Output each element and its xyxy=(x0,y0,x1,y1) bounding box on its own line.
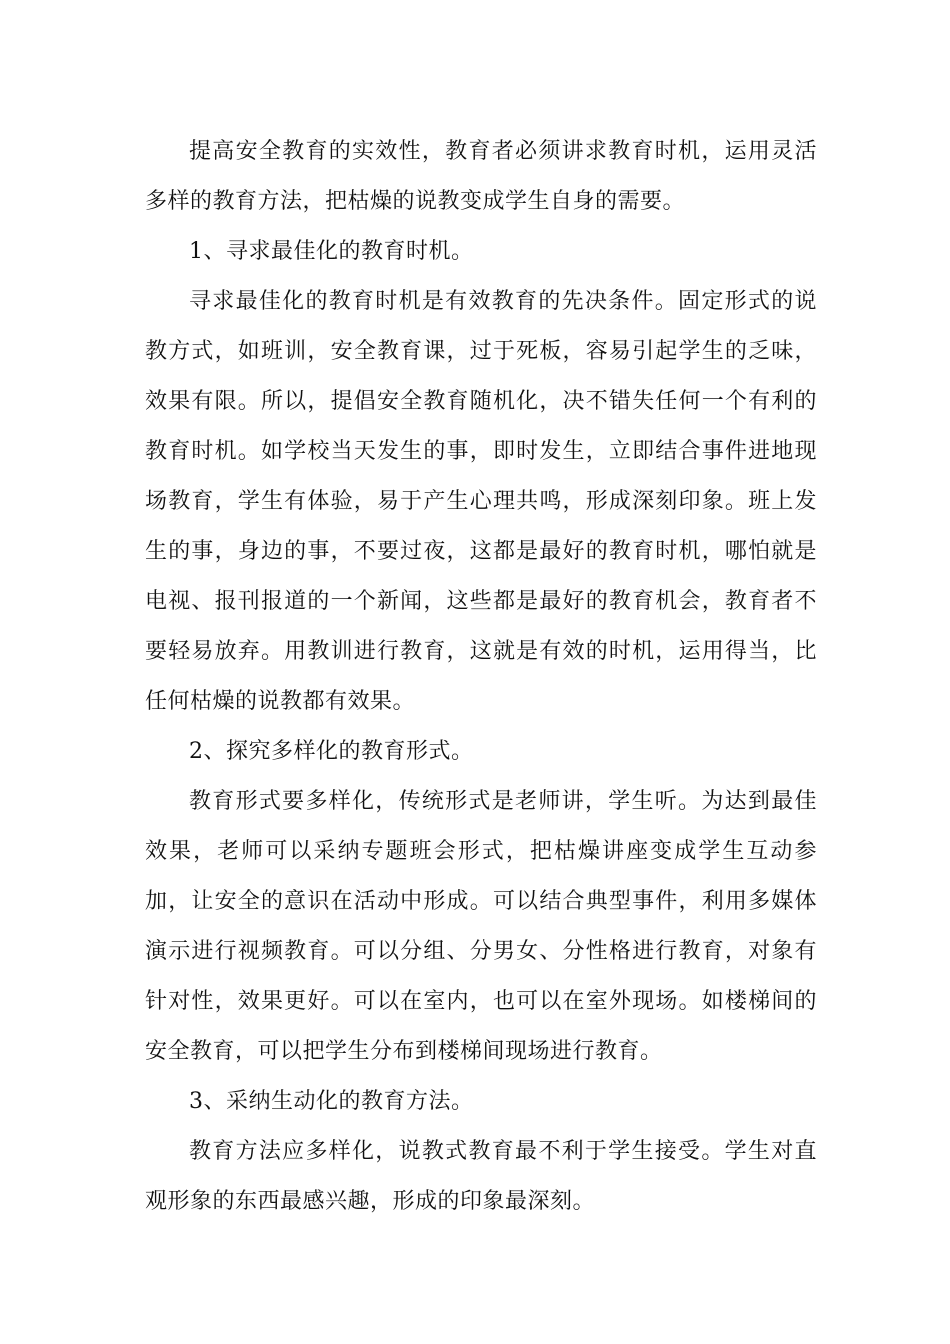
section-heading-3: 3、采纳生动化的教育方法。 xyxy=(189,1089,474,1114)
section-heading-2: 2、探究多样化的教育形式。 xyxy=(189,739,474,764)
section-3-paragraph: 教育方法应多样化，说教式教育最不利于学生接受。学生对直观形象的东西最感兴趣，形成的印象最深刻。 xyxy=(145,1139,817,1214)
intro-paragraph: 提高安全教育的实效性，教育者必须讲求教育时机，运用灵活多样的教育方法，把枯燥的说教变成学生自身的需要。 xyxy=(145,139,817,214)
section-2-paragraph: 教育形式要多样化，传统形式是老师讲，学生听。为达到最佳效果，老师可以采纳专题班会形式，把枯燥讲座变成学生互动参加，让安全的意识在活动中形成。可以结合典型事件，利用多媒体演示进行视频教育。可以分组、分男女、分性格进行教育，对象有针对性，效果更好。可以在室内，也可以在室外现场。如楼梯间的安全教育，可以把学生分布到楼梯间现场进行教育。 xyxy=(145,789,817,1064)
section-heading-1: 1、寻求最佳化的教育时机。 xyxy=(189,239,474,264)
document-body xyxy=(145,127,817,1227)
section-1-paragraph: 寻求最佳化的教育时机是有效教育的先决条件。固定形式的说教方式，如班训，安全教育课，过于死板，容易引起学生的乏味，效果有限。所以，提倡安全教育随机化，决不错失任何一个有利的教育时机。如学校当天发生的事，即时发生，立即结合事件进地现场教育，学生有体验，易于产生心理共鸣，形成深刻印象。班上发生的事，身边的事，不要过夜，这都是最好的教育时机，哪怕就是电视、报刊报道的一个新闻，这些都是最好的教育机会，教育者不要轻易放弃。用教训进行教育，这就是有效的时机，运用得当，比任何枯燥的说教都有效果。 xyxy=(145,289,817,714)
